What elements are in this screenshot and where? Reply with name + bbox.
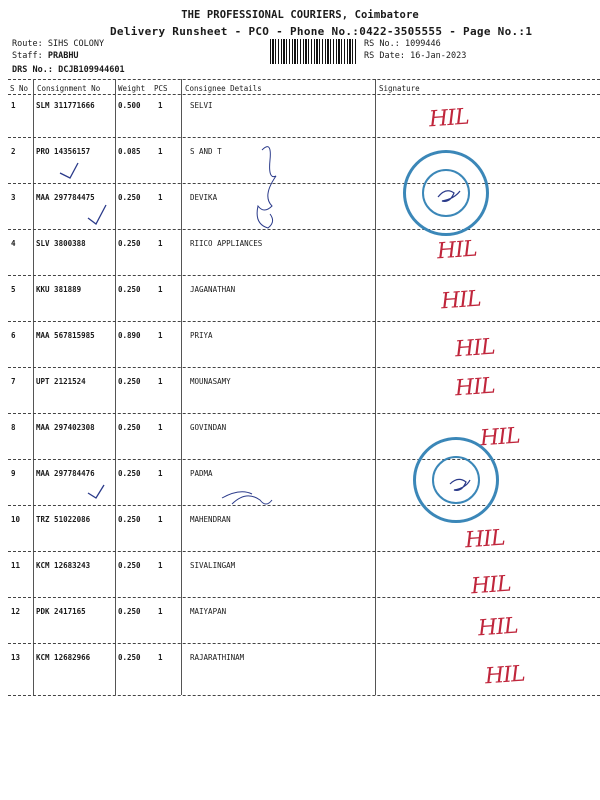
row-weight: 0.085 [118,147,141,156]
col-header-signature: Signature [379,84,420,93]
row-consignment-no: PDK 2417165 [36,607,86,616]
row-pcs: 1 [158,653,163,662]
col-header-pcs: PCS [154,84,168,93]
row-pcs: 1 [158,561,163,570]
route-value: SIHS COLONY [47,39,105,49]
col-header-consignee: Consignee Details [185,84,262,93]
rs-date-value: 16-Jan-2023 [410,51,467,61]
row-weight: 0.250 [118,607,141,616]
row-consignee: MOUNASAMY [190,377,231,386]
handwritten-signature: HIL [440,286,482,315]
company-stamp [403,150,489,236]
row-consignment-no: TRZ 51022086 [36,515,91,524]
row-sno: 13 [11,653,21,662]
runsheet-title: Delivery Runsheet - PCO - Phone No.:0422-3505555 - Page No.:1 [110,25,533,38]
row-sno: 7 [11,377,16,386]
row-sno: 8 [11,423,16,432]
row-sno: 10 [11,515,21,524]
row-consignee: RIICO APPLIANCES [190,239,263,248]
row-pcs: 1 [158,469,163,478]
row-weight: 0.250 [118,653,141,662]
handwritten-signature: HIL [477,613,519,642]
row-consignment-no: MAA 567815985 [36,331,95,340]
row-sno: 4 [11,239,16,248]
row-consignee: JAGANATHAN [190,285,236,294]
row-consignee: MAIYAPAN [190,607,227,616]
row-weight: 0.250 [118,423,141,432]
row-sno: 3 [11,193,16,202]
handwritten-signature: HIL [484,661,526,690]
col-header-sno: S No [10,84,29,93]
row-sno: 2 [11,147,16,156]
row-consignee: SIVALINGAM [190,561,236,570]
company-title: THE PROFESSIONAL COURIERS, Coimbatore [181,9,419,21]
row-consignee: S AND T [190,147,222,156]
row-pcs: 1 [158,377,163,386]
tick-mark [60,163,78,178]
rs-date-label: RS Date: [364,51,405,61]
row-pcs: 1 [158,607,163,616]
signature-scribble [257,147,276,228]
row-pcs: 1 [158,515,163,524]
row-weight: 0.250 [118,239,141,248]
row-weight: 0.250 [118,561,141,570]
col-header-weight: Weight [118,84,146,93]
row-pcs: 1 [158,331,163,340]
row-consignment-no: MAA 297402308 [36,423,95,432]
row-consignee: RAJARATHINAM [190,653,245,662]
row-weight: 0.250 [118,515,141,524]
row-consignment-no: PRO 14356157 [36,147,91,156]
handwritten-signature: HIL [479,423,521,452]
row-consignment-no: KCM 12683243 [36,561,91,570]
row-consignee: SELVI [190,101,213,110]
row-pcs: 1 [158,423,163,432]
row-consignment-no: MAA 297784476 [36,469,95,478]
row-pcs: 1 [158,285,163,294]
tick-mark [88,205,106,224]
row-consignment-no: SLV 3800388 [36,239,86,248]
row-pcs: 1 [158,147,163,156]
row-consignee: GOVINDAN [190,423,227,432]
rs-no-label: RS No.: [364,39,400,49]
row-consignee: PADMA [190,469,213,478]
row-weight: 0.250 [118,193,141,202]
handwritten-signature: HIL [464,525,506,554]
row-weight: 0.500 [118,101,141,110]
rs-no-value: 1099446 [404,39,441,49]
row-pcs: 1 [158,193,163,202]
row-sno: 11 [11,561,21,570]
row-sno: 1 [11,101,16,110]
company-stamp [413,437,499,523]
row-consignment-no: KKU 381889 [36,285,82,294]
handwritten-signature: HIL [454,373,496,402]
row-consignment-no: MAA 297784475 [36,193,95,202]
row-sno: 9 [11,469,16,478]
row-weight: 0.250 [118,285,141,294]
row-consignment-no: SLM 311771666 [36,101,95,110]
signature-scribble [222,492,272,504]
staff-value: PRABHU [47,51,79,61]
handwritten-signature: HIL [454,334,496,363]
row-consignee: DEVIKA [190,193,218,202]
route-label: Route: [12,39,43,49]
row-weight: 0.890 [118,331,141,340]
row-weight: 0.250 [118,469,141,478]
row-sno: 5 [11,285,16,294]
col-header-consignment: Consignment No [37,84,101,93]
row-consignee: MAHENDRAN [190,515,231,524]
row-sno: 12 [11,607,21,616]
row-consignee: PRIYA [190,331,213,340]
row-consignment-no: UPT 2121524 [36,377,86,386]
handwritten-signature: HIL [428,104,470,133]
handwritten-signature: HIL [470,571,512,600]
row-weight: 0.250 [118,377,141,386]
staff-label: Staff: [12,51,43,61]
table-bottom-rule [8,695,600,696]
drs-label: DRS No.: [12,65,53,75]
drs-value: DCJB109944601 [58,65,125,75]
row-consignment-no: KCM 12682966 [36,653,91,662]
row-pcs: 1 [158,101,163,110]
row-pcs: 1 [158,239,163,248]
handwritten-signature: HIL [436,236,478,265]
row-sno: 6 [11,331,16,340]
tick-mark [88,485,104,498]
